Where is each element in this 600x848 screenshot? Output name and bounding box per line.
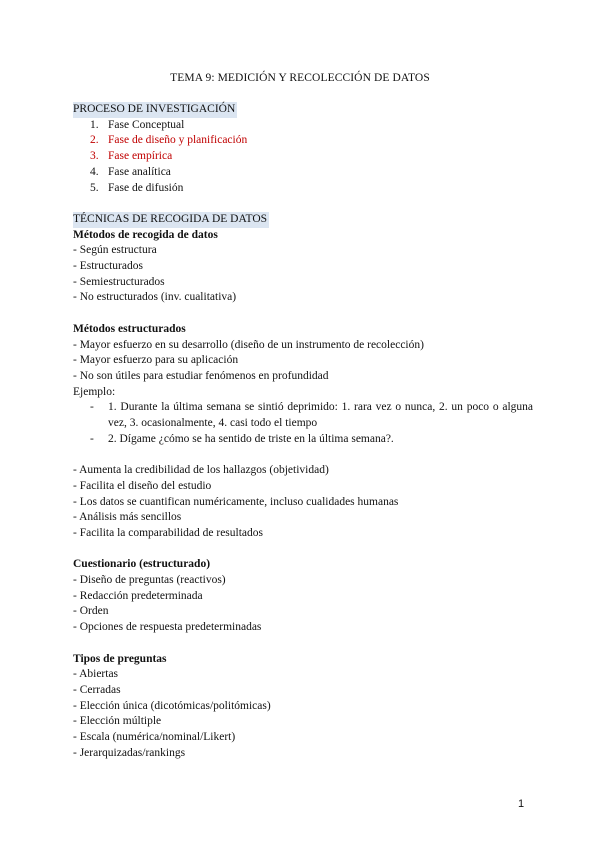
phase-item: 2. Fase de diseño y planificación <box>90 134 248 147</box>
techniques-heading: TÉCNICAS DE RECOGIDA DE DATOS <box>73 212 533 228</box>
methods-heading: Métodos de recogida de datos <box>73 228 218 241</box>
list-item: - Los datos se cuantifican numéricamente, incluso cualidades humanas <box>73 495 399 508</box>
list-item: - Orden <box>73 605 109 618</box>
list-item: - Mayor esfuerzo en su desarrollo (diseño de un instrumento de recolección) <box>73 338 424 351</box>
document-content <box>73 102 533 761</box>
list-item: - Abiertas <box>73 668 119 681</box>
list-item: - Elección única (dicotómicas/politómicas) <box>73 699 271 712</box>
list-item: - Según estructura <box>73 244 157 257</box>
list-item: - Mayor esfuerzo para su aplicación <box>73 354 239 367</box>
list-item: - No son útiles para estudiar fenómenos en profundidad <box>73 369 329 382</box>
phase-item: 1. Fase Conceptual <box>90 118 185 131</box>
list-item: - No estructurados (inv. cualitativa) <box>73 291 237 304</box>
list-item: - Redacción predeterminada <box>73 589 203 602</box>
list-item: - Jerarquizadas/rankings <box>73 746 186 759</box>
list-item: - Facilita la comparabilidad de resultados <box>73 526 264 539</box>
structured-heading: Métodos estructurados <box>73 322 186 335</box>
document-title: TEMA 9: MEDICIÓN Y RECOLECCIÓN DE DATOS <box>170 72 430 84</box>
phase-item: 5. Fase de difusión <box>90 181 184 194</box>
example-list <box>73 400 533 447</box>
list-item: - Escala (numérica/nominal/Likert) <box>73 731 236 744</box>
list-item: - Facilita el diseño del estudio <box>73 479 212 492</box>
process-heading: PROCESO DE INVESTIGACIÓN <box>73 102 533 118</box>
question-types-heading: Tipos de preguntas <box>73 652 167 665</box>
list-item: - Cerradas <box>73 683 121 696</box>
phases-list <box>73 118 533 197</box>
example-item: - 2. Dígame ¿cómo se ha sentido de triste en la última semana?. <box>90 432 394 445</box>
phase-item: 3. Fase empírica <box>90 150 173 163</box>
list-item: - Diseño de preguntas (reactivos) <box>73 574 226 587</box>
list-item: - Aumenta la credibilidad de los hallazgos (objetividad) <box>73 464 329 477</box>
example-label: Ejemplo: <box>73 385 116 398</box>
list-item: - Opciones de respuesta predeterminadas <box>73 621 262 634</box>
list-item: - Elección múltiple <box>73 715 162 728</box>
questionnaire-heading: Cuestionario (estructurado) <box>73 558 211 571</box>
page-number: 1 <box>518 798 525 810</box>
list-item: - Semiestructurados <box>73 275 165 288</box>
phase-item: 4. Fase analítica <box>90 165 171 178</box>
list-item: - Análisis más sencillos <box>73 511 182 524</box>
example-item: - 1. Durante la última semana se sintió deprimido: 1. rara vez o nunca, 2. un poco o alguna vez, 3. ocasionalmente, 4. casi todo el tiempo <box>90 401 533 430</box>
list-item: - Estructurados <box>73 260 143 273</box>
